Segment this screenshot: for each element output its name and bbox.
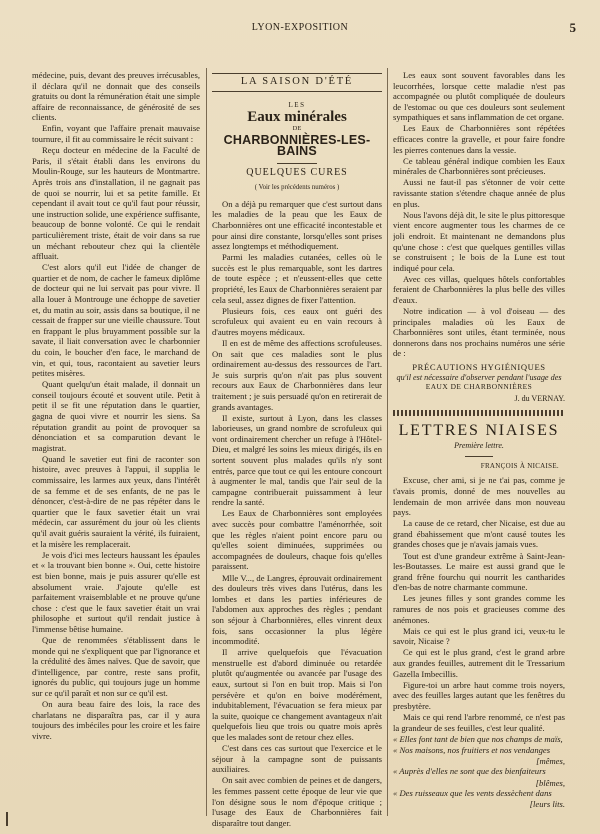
paragraph: Il en est de même des affections scrofuleuses. On sait que ces maladies sont le plus ordinairement au-dessus des ressources de l'art. Je suis surpris qu'on n'ait pas plus souvent recours aux Eaux de Charbonnières dans leur traitement ; je suis persuadé qu'on en retirerait de grands avantages. bbox=[212, 337, 382, 412]
paragraph: On sait avec combien de peines et de dangers, les femmes passent cette époque de leur vie que l'on désigne sous le nom d'époque critique ; l'usage des Eaux de Charbonnières fait disparaître tout danger. bbox=[212, 775, 382, 828]
verse-line-continuation: [blêmes, bbox=[535, 777, 565, 788]
rule bbox=[212, 91, 382, 92]
article-title-connector: DE bbox=[292, 124, 302, 132]
paragraph: Nous l'avons déjà dit, le site le plus pittoresque vient encore augmenter tous les charmes de ce joli endroit. Et maintenant ne demandons plus qu'une chose : c'est que quelques gentilles villas se construisent ; le bois de la Lune est tout indiqué pour cela. bbox=[393, 209, 565, 273]
article-subtitle: Première lettre. bbox=[454, 441, 504, 451]
article-title: LETTRES NIAISES bbox=[398, 421, 560, 439]
paragraph: Mais ce qui rend l'arbre renommé, ce n'est pas la grandeur de ses feuilles, c'est leur qualité. bbox=[393, 711, 565, 733]
paragraph: Reçu docteur en médecine de la Faculté de Paris, il s'était établi dans les environs du Moulin-Rouge, sur les hauteurs de Montmartre. Après trois ans d'installation, il ne gagnait pas de quoi se nourrir, lui et sa petite famille. Et cependant il avait tout ce qu'il faut pour réussir, une instruction solide, une expérience suffisante, beaucoup de bonne volonté. Ce qui le rendait particulièrement triste, était de voir dans sa rue un méchant rebouteur chez qui la clientèle affluait. bbox=[32, 145, 200, 262]
paragraph: Plusieurs fois, ces eaux ont guéri des scrofuleux qui avaient eu en vain recours à d'autres moyens médicaux. bbox=[212, 305, 382, 337]
paragraph: On aura beau faire des lois, la race des charlatans ne disparaîtra pas, car il y aura toujours des imbéciles pour les croire et les faire vivre. bbox=[32, 699, 200, 741]
rule bbox=[212, 73, 382, 74]
column-3 bbox=[393, 70, 565, 830]
article-title: Eaux minérales bbox=[247, 109, 347, 126]
paragraph: Parmi les maladies cutanées, celles où le succès est le plus remarquable, sont les dartres de toute espèce ; et n'eussent-elles que cette propriété, les Eaux de Charbonnières seraient par cela seul, assez dignes de fixer l'attention. bbox=[212, 252, 382, 305]
announcement-subject: EAUX DE CHARBONNIÈRES bbox=[425, 382, 533, 392]
paragraph: Les eaux sont souvent favorables dans les leucorrhées, lorsque cette maladie n'est pas accompagnée ou plutôt compliquée de douleurs de l'estomac ou que ces douleurs sont seulement sympathiques et sans inflammation de cet organe. bbox=[393, 70, 565, 123]
rule bbox=[465, 456, 493, 457]
paragraph: Tout est d'une grandeur extrême à Saint-Jean-les-Boutasses. Le maire est aussi grand que le grand frêne fourchu qui nourrit les cantharides d'en-bas de notre charmante commune. bbox=[393, 550, 565, 593]
column-2 bbox=[212, 70, 382, 830]
verse-line-continuation: [leurs lits. bbox=[529, 799, 565, 810]
announcement-subtext: qu'il est nécessaire d'observer pendant l'usage des bbox=[396, 372, 562, 382]
paragraph: Mais ce qui est le plus grand ici, veux-tu le savoir, Nicaise ? bbox=[393, 625, 565, 647]
article-kicker: LES bbox=[288, 100, 306, 109]
paragraph: Aussi ne faut-il pas s'étonner de voir cette ravissante station s'étendre chaque année de plus en plus. bbox=[393, 177, 565, 209]
author-signature: J. du VERNAY. bbox=[514, 394, 565, 404]
verse-line: « Des ruisseaux que les vents dessèchent dans bbox=[393, 788, 552, 799]
paragraph: Les jeunes filles y sont grandes comme les ramures de nos pois et gracieuses comme des anémones. bbox=[393, 593, 565, 625]
page-corner-mark bbox=[6, 812, 14, 826]
paragraph: C'est dans ces cas surtout que l'exercice et le séjour à la campagne sont de puissants auxiliaires. bbox=[212, 743, 382, 775]
column-divider bbox=[387, 68, 388, 816]
column-1 bbox=[32, 70, 200, 830]
rule bbox=[277, 163, 317, 164]
paragraph: Il arrive quelquefois que l'évacuation menstruelle est d'abord diminuée ou retardée plutôt qu'augmentée ou avancée par l'usage des eaux, surtout si l'on en buit trop. Mais si l'on persévère et qu'on en boive modérément, indubitablement, l'évacuation se fera mieux par la suite, quoique ce changement avantageux n'ait quelquefois lieu que trois ou quatre mois après que les malades sont de retour chez elles. bbox=[212, 647, 382, 742]
paragraph: Figure-toi un arbre haut comme trois noyers, avec des feuilles larges autant que les fenêtres du presbytère. bbox=[393, 679, 565, 711]
paragraph: Ce qui est le plus grand, c'est le grand arbre aux grandes feuilles, autrement dit le Tressarium Gazella Imbecillis. bbox=[393, 647, 565, 679]
paragraph: La cause de ce retard, cher Nicaise, est due au grand ébahissement que m'ont causé toutes les grandes choses que je n'avais jamais vues. bbox=[393, 518, 565, 550]
verse-line-continuation: [mêmes, bbox=[536, 755, 565, 766]
verse-line: « Nos maisons, nos fruitiers et nos vendanges bbox=[393, 744, 551, 755]
paragraph: Quand le savetier eut fini de raconter son histoire, avec preuves à l'appui, il supplia le commissaire, les larmes aux yeux, dans l'intérêt de sa femme et de ses enfants, de ne pas le dénoncer, c'est-à-dire de ne pas répéter dans le quartier que le faux savetier était un vrai médecin, car assurément du jour où les clients qu'il avait guéris sauraient la vérité, ils fuiraient, et la misère les remplacerait. bbox=[32, 453, 200, 549]
paragraph: C'est alors qu'il eut l'idée de changer de quartier et de nom, de cacher le fameux diplôme de docteur qui ne lui servait pas pour vivre. Il alla louer à Montrouge une échoppe de savetier et, du matin au soir, assis dans sa boutique, il ne cessait de frapper sur une vieille chaussure. Tout en frappant le plus bruyamment possible sur la savate, il liait conversation avec le charbonnier du coin, le boucher d'en face, le marchand de vin, et qui, tous, racontaient au savetier leurs petites misères. bbox=[32, 262, 200, 379]
paragraph: Mlle V..., de Langres, éprouvait ordinairement des douleurs très vives dans l'utérus, dans les lombes et dans les parties inférieures de l'abdomen aux approches des règles ; pendant son séjour à Charbonnières, elles vinrent deux fois, sans occasionner la plus légère incommodité. bbox=[212, 572, 382, 647]
paragraph: Notre indication — à vol d'oiseau — des principales maladies où les Eaux de Charbonnières sont utiles, étant terminée, nous donnerons dans nos prochains numéros une série de : bbox=[393, 306, 565, 359]
paragraph: Les Eaux de Charbonnières sont répétées efficaces contre la gravelle, et pour faire fondre les pierres contenues dans la vessie. bbox=[393, 123, 565, 155]
verse-line: « Auprès d'elles ne sont que des bienfaiteurs bbox=[393, 766, 546, 777]
section-heading: LA SAISON D'ÉTÉ bbox=[240, 76, 354, 87]
paragraph: Avec ces villas, quelques hôtels confortables feraient de Charbonnières la plus belle des villes d'eaux. bbox=[393, 273, 565, 305]
page-number: 5 bbox=[569, 20, 576, 35]
article-note: ( Voir les précédents numéros ) bbox=[254, 184, 340, 192]
ornamental-rule bbox=[393, 410, 565, 416]
paragraph: Quant quelqu'un était malade, il donnait un conseil toujours écouté et souvent utile. Petit à petit il se fit une réputation dans le quartier, gagna de quoi vivre et nourrir les siens. Sa réputation grandit au point de provoquer sa dénonciation et sa comparution devant le magistrat. bbox=[32, 379, 200, 453]
article-title-place: CHARBONNIÈRES-LES-BAINS bbox=[223, 133, 371, 158]
paragraph: Excuse, cher ami, si je ne t'ai pas, comme je t'avais promis, donné de mes nouvelles au lendemain de mon arrivée dans mon nouveau pays. bbox=[393, 475, 565, 518]
paragraph: Je vois d'ici mes lecteurs haussant les épaules et « la trouvant bien bonne ». Oui, cette histoire est bien bonne, mais je puis assurer qu'elle est absolument vraie. J'ajoute qu'elle est parfaitement vraisemblable et ne prouve qu'une chose : c'est que le faux savetier était un vrai philosophe et surtout qu'il rendait justice à l'immense bêtise humaine. bbox=[32, 549, 200, 634]
paragraph: Que de renommées s'établissent dans le monde qui ne s'expliquent que par l'ignorance et la crédulité des âmes naïves. Que de savoir, que d'intelligence, par contre, reste sans profit, ignorés du public, qui toujours juge un homme sur ce qu'il paraît et non sur ce qu'il est. bbox=[32, 634, 200, 698]
paragraph: On a déjà pu remarquer que c'est surtout dans les maladies de la peau que les Eaux de Charbonnières ont une efficacité incontestable et pour ainsi dire constante, lorsqu'elles sont prises assez longtemps et méthodiquement. bbox=[212, 198, 382, 252]
paragraph: Les Eaux de Charbonnières sont employées avec succès pour combattre l'aménorrhée, soit que les règles n'aient point encore paru ou qu'elles soient diminuées, supprimées ou accompagnées de douleurs, chaque fois qu'elles paraissent. bbox=[212, 508, 382, 572]
running-title: LYON-EXPOSITION bbox=[251, 22, 349, 33]
announcement-heading: PRÉCAUTIONS HYGIÉNIQUES bbox=[412, 362, 546, 373]
letter-salutation: FRANÇOIS À NICAISE. bbox=[480, 461, 559, 470]
paragraph: Enfin, voyant que l'affaire prenait mauvaise tournure, il fit au commissaire le récit suivant : bbox=[32, 123, 200, 145]
paragraph: Il existe, surtout à Lyon, dans les classes laborieuses, un grand nombre de scrofuleux qui vont ordinairement chercher un refuge à l'Hôtel-Dieu, et malgré les soins les mieux dirigés, ils en sortent souvent plus malades qu'ils n'y sont entrés, parce que tout ce qui les entoure concourt à augmenter le mal, tandis que l'air seul de la campagne contribuerait puissamment à leur rendre la santé. bbox=[212, 412, 382, 508]
paragraph: Ce tableau général indique combien les Eaux minérales de Charbonnières sont précieuses. bbox=[393, 155, 565, 177]
column-divider bbox=[206, 68, 207, 816]
verse-line: « Elles font tant de bien que nos champs de maïs, bbox=[393, 733, 563, 744]
article-subtitle: QUELQUES CURES bbox=[246, 166, 348, 178]
paragraph: médecine, puis, devant des preuves irrécusables, il déclara qu'il ne donnait que des conseils gratuits ou dont la rémunération était une simple affaire de reconnaissance, de générosité de ses clients. bbox=[32, 70, 200, 123]
